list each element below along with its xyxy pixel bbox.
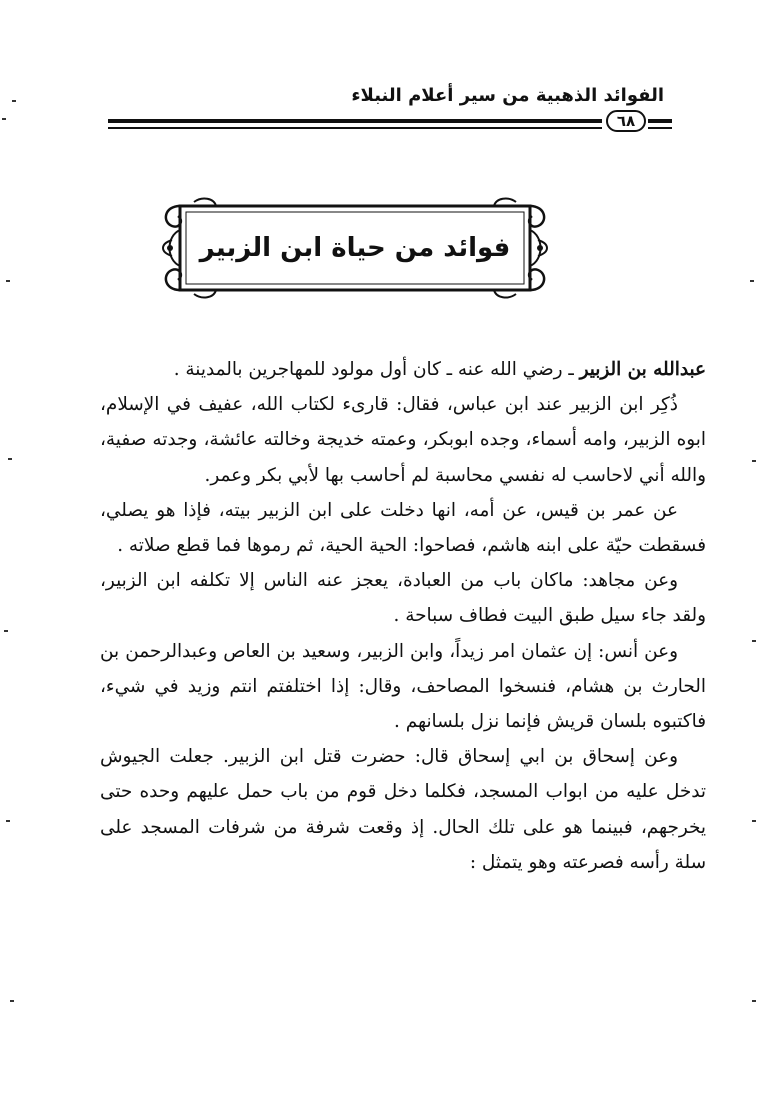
margin-mark [4,630,8,632]
page-number-rule [648,119,672,123]
page-number-rule [648,127,672,129]
page-number: ٦٨ [606,110,646,132]
paragraph-text: ـ رضي الله عنه ـ كان أول مولود للمهاجرين بالمدينة . [173,359,580,380]
margin-mark [752,1000,756,1002]
paragraph: عن عمر بن قيس، عن أمه، انها دخلت على ابن الزبير بيته، فإذا هو يصلي، فسقطت حيّة على ابنه هاشم، فصاحوا: الحية الحية، ثم رموها فما قطع صلاته . [100,499,706,557]
running-header: الفوائد الذهبية من سير أعلام النبلاء [351,85,664,106]
section-title-frame [158,196,552,300]
margin-mark [6,280,10,282]
header-rule-thick [108,119,602,123]
body-text [100,352,706,880]
margin-mark [6,820,10,822]
paragraph: ذُكِر ابن الزبير عند ابن عباس، فقال: قارىء لكتاب الله، عفيف في الإسلام، ابوه الزبير، وامه أسماء، وجده ابوبكر، وعمته خديجة وخالته عائشة، وجدته صفية، والله أني لاحاسب له نفسي محاسبة لم أحاسب بها لأبي بكر وعمر. [100,394,706,486]
margin-mark [752,640,756,642]
section-title: فوائد من حياة ابن الزبير [199,233,511,263]
paragraph: وعن أنس: إن عثمان امر زيداً، وابن الزبير، وسعيد بن العاص وعبدالرحمن بن الحارث بن هشام، فنسخوا المصاحف، وقال: إذا اختلفتم انتم وزيد في شيء، فاكتبوه بلسان قريش فإنما نزل بلسانهم . [100,640,706,733]
paragraph [100,352,706,387]
margin-mark [12,100,16,102]
margin-mark [2,118,6,120]
paragraph-lead: عبدالله بن الزبير [579,359,706,380]
margin-mark [752,820,756,822]
margin-mark [8,458,12,460]
header-rule-thin [108,127,602,129]
margin-mark [752,460,756,462]
paragraph: وعن إسحاق بن ابي إسحاق قال: حضرت قتل ابن الزبير. جعلت الجيوش تدخل عليه من ابواب المسجد، فكلما دخل قوم من باب حمل عليهم وحده حتى يخرجهم، فبينما هو على تلك الحال. إذ وقعت شرفة من شرفات المسجد على سلة رأسه فصرعته وهو يتمثل : [100,746,706,873]
margin-mark [750,280,754,282]
margin-mark [10,1000,14,1002]
paragraph: وعن مجاهد: ماكان باب من العبادة، يعجز عنه الناس إلا تكلفه ابن الزبير، ولقد جاء سيل طبق البيت فطاف سباحة . [100,570,706,627]
